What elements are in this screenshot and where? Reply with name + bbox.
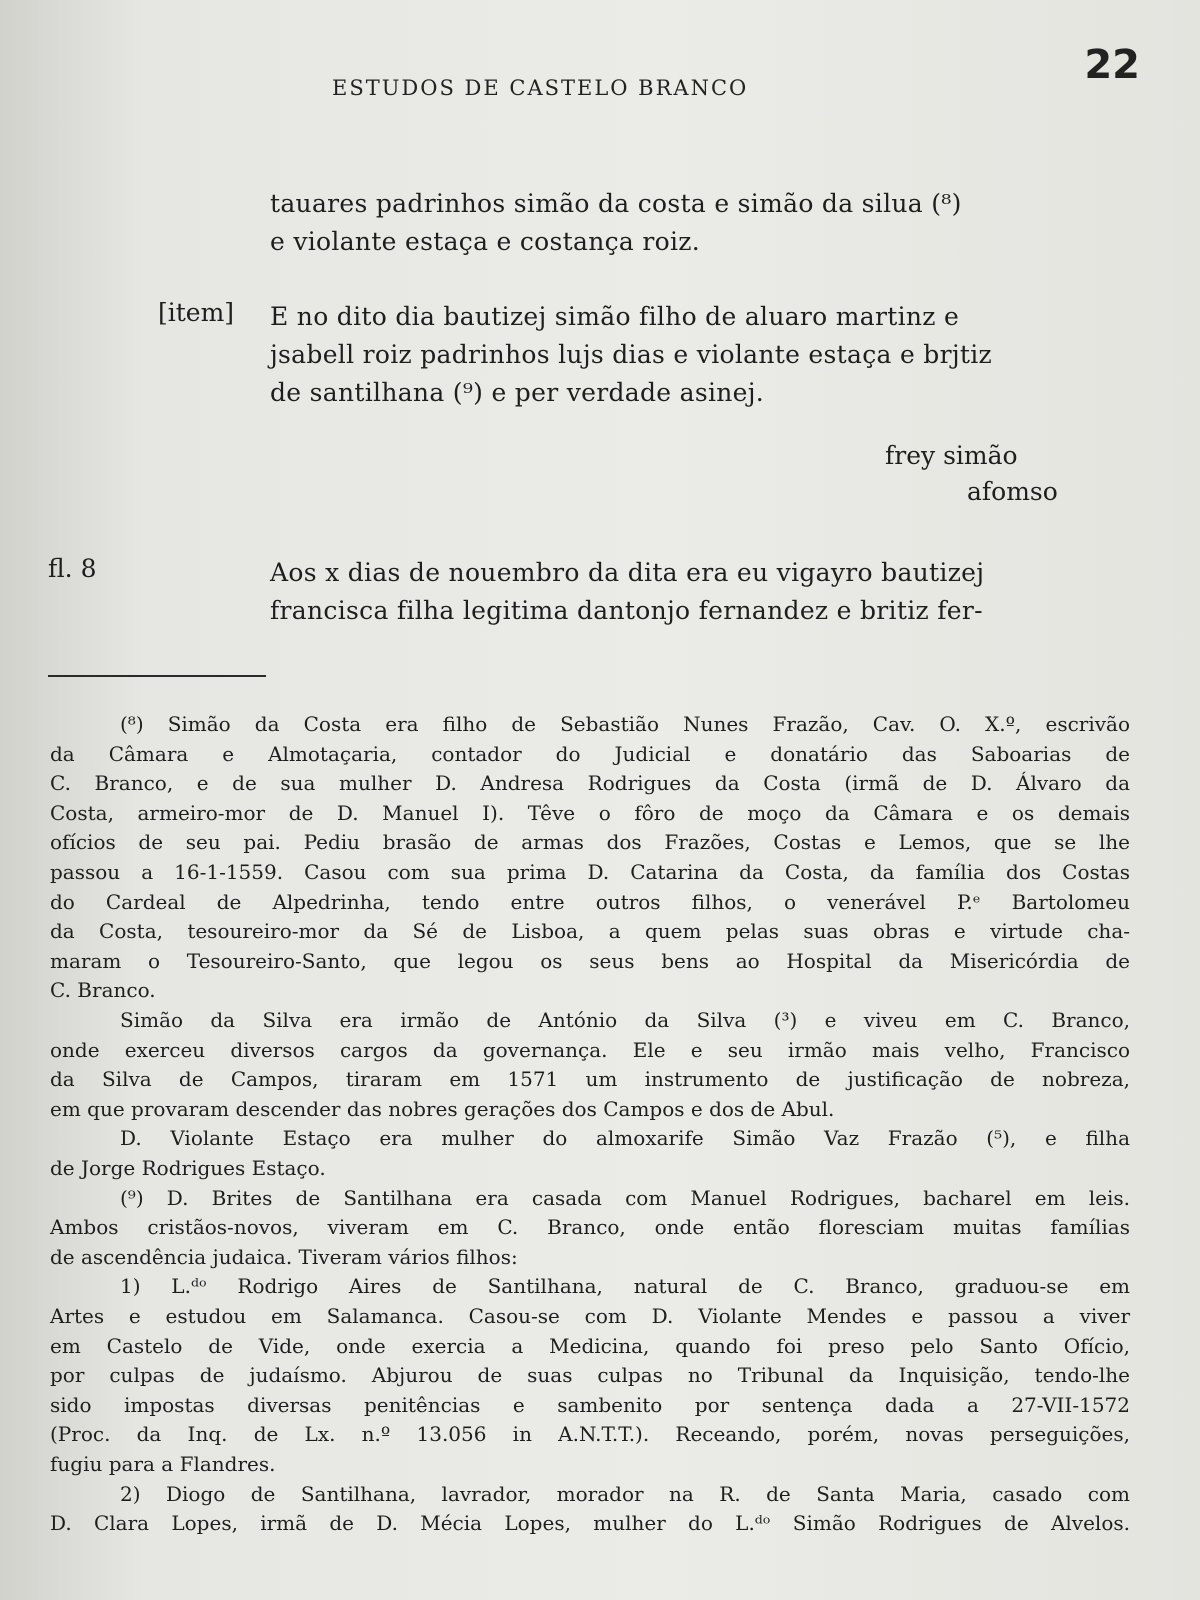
signature-line-1: frey simão bbox=[885, 441, 1018, 470]
footnote-line: Simão da Silva era irmão de António da Silva (³) e viveu em C. Branco, bbox=[120, 1008, 1130, 1032]
footnote-line: Costa, armeiro-mor de D. Manuel I). Têve o fôro de moço da Câmara e os demais bbox=[50, 800, 1130, 825]
footnote-line: de ascendência judaica. Tiveram vários filhos: bbox=[50, 1244, 518, 1269]
footnote-line: passou a 16-1-1559. Casou com sua prima D. Catarina da Costa, da família dos Costas bbox=[50, 860, 1130, 884]
transcription-line: francisca filha legitima dantonjo fernandez e britiz fer- bbox=[270, 596, 983, 625]
footnote-line: C. Branco, e de sua mulher D. Andresa Rodrigues da Costa (irmã de D. Álvaro da bbox=[50, 771, 1130, 796]
footnote-line: da Câmara e Almotaçaria, contador do Judicial e donatário das Saboarias de bbox=[50, 741, 1130, 766]
footnote-line: em Castelo de Vide, onde exercia a Medicina, quando foi preso pelo Santo Ofício, bbox=[50, 1333, 1130, 1358]
transcription-line: de santilhana (⁹) e per verdade asinej. bbox=[270, 378, 765, 407]
footnote-line: do Cardeal de Alpedrinha, tendo entre outros filhos, o venerável P.ᵉ Bartolomeu bbox=[50, 889, 1130, 914]
footnote-line: 1) L.ᵈᵒ Rodrigo Aires de Santilhana, natural de C. Branco, graduou-se em bbox=[120, 1274, 1130, 1299]
footnote-line: 2) Diogo de Santilhana, lavrador, morador na R. de Santa Maria, casado com bbox=[120, 1481, 1130, 1506]
footnote-line: Artes e estudou em Salamanca. Casou-se com D. Violante Mendes e passou a viver bbox=[50, 1304, 1130, 1328]
transcription-line: e violante estaça e costança roiz. bbox=[270, 227, 700, 256]
transcription-line: E no dito dia bautizej simão filho de aluaro martinz e bbox=[270, 302, 960, 331]
footnote-line: de Jorge Rodrigues Estaço. bbox=[50, 1156, 326, 1180]
footnote-line: (⁹) D. Brites de Santilhana era casada com Manuel Rodrigues, bacharel em leis. bbox=[120, 1185, 1130, 1210]
footnote-line: da Costa, tesoureiro-mor da Sé de Lisboa, a quem pelas suas obras e virtude cha- bbox=[50, 919, 1130, 944]
footnote-line: D. Violante Estaço era mulher do almoxarife Simão Vaz Frazão (⁵), e filha bbox=[120, 1126, 1130, 1151]
running-header: ESTUDOS DE CASTELO BRANCO bbox=[332, 76, 749, 100]
footnote-line: (⁸) Simão da Costa era filho de Sebastião Nunes Frazão, Cav. O. X.º, escrivão bbox=[120, 712, 1130, 736]
footnote-line: da Silva de Campos, tiraram em 1571 um instrumento de justificação de nobreza, bbox=[50, 1067, 1130, 1092]
footnote-line: fugiu para a Flandres. bbox=[50, 1452, 276, 1476]
transcription-line: Aos x dias de nouembro da dita era eu vigayro bautizej bbox=[270, 558, 985, 587]
signature-line-2: afomso bbox=[967, 477, 1058, 506]
footnote-line: Ambos cristãos-novos, viveram em C. Branco, onde então floresciam muitas famílias bbox=[50, 1215, 1130, 1240]
footnote-line: C. Branco. bbox=[50, 978, 156, 1003]
footnote-line: onde exerceu diversos cargos da governança. Ele e seu irmão mais velho, Francisco bbox=[50, 1037, 1130, 1062]
footnote-line: sido impostas diversas penitências e sambenito por sentença dada a 27-VII-1572 bbox=[50, 1392, 1130, 1417]
item-marker: [item] bbox=[158, 298, 235, 327]
footnote-line: maram o Tesoureiro-Santo, que legou os seus bens ao Hospital da Misericórdia de bbox=[50, 948, 1130, 973]
footnote-line: em que provaram descender das nobres gerações dos Campos e dos de Abul. bbox=[50, 1096, 835, 1121]
footnote-line: (Proc. da Inq. de Lx. n.º 13.056 in A.N.T.T.). Receando, porém, novas perseguições, bbox=[50, 1422, 1130, 1447]
footnote-line: por culpas de judaísmo. Abjurou de suas culpas no Tribunal da Inquisição, tendo-lhe bbox=[50, 1363, 1130, 1388]
footnote-line: D. Clara Lopes, irmã de D. Mécia Lopes, mulher do L.ᵈᵒ Simão Rodrigues de Alvelos. bbox=[50, 1511, 1130, 1536]
page-number: 22 bbox=[1084, 42, 1140, 88]
folio-marker: fl. 8 bbox=[48, 554, 97, 583]
footnote-separator bbox=[48, 675, 266, 677]
footnote-line: ofícios de seu pai. Pediu brasão de armas dos Frazões, Costas e Lemos, que se lhe bbox=[50, 830, 1130, 855]
transcription-line: jsabell roiz padrinhos lujs dias e violante estaça e brjtiz bbox=[270, 340, 993, 369]
transcription-line: tauares padrinhos simão da costa e simão da silua (⁸) bbox=[270, 189, 962, 218]
